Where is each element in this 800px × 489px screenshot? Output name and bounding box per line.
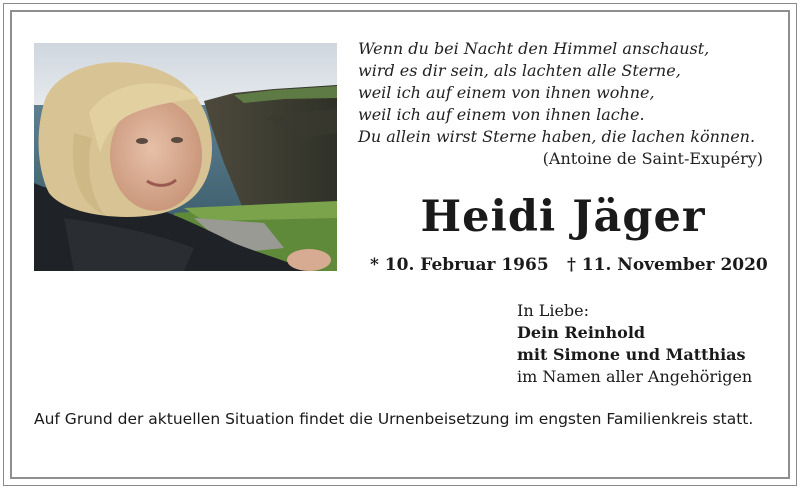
death-date: † 11. November 2020	[567, 255, 768, 275]
signoff-line: mit Simone und Matthias	[517, 345, 746, 364]
poem-line: Du allein wirst Sterne haben, die lachen können.	[358, 127, 756, 146]
poem-line: Wenn du bei Nacht den Himmel anschaust,	[358, 39, 710, 58]
birth-date: * 10. Februar 1965	[370, 255, 549, 275]
poem	[358, 38, 768, 170]
funeral-notice: Auf Grund der aktuellen Situation findet die Urnenbeisetzung im engsten Familienkreis statt.	[34, 410, 754, 428]
portrait-photo	[34, 43, 337, 271]
deceased-name: Heidi Jäger	[420, 192, 706, 242]
poem-line: weil ich auf einem von ihnen lache.	[358, 105, 645, 124]
signoff-intro: In Liebe:	[517, 301, 590, 320]
signoff-line: Dein Reinhold	[517, 323, 646, 342]
signoff	[517, 300, 752, 388]
poem-author: (Antoine de Saint-Exupéry)	[542, 149, 763, 168]
poem-line: wird es dir sein, als lachten alle Sterne,	[358, 61, 681, 80]
poem-line: weil ich auf einem von ihnen wohne,	[358, 83, 655, 102]
signoff-line: im Namen aller Angehörigen	[517, 367, 753, 386]
